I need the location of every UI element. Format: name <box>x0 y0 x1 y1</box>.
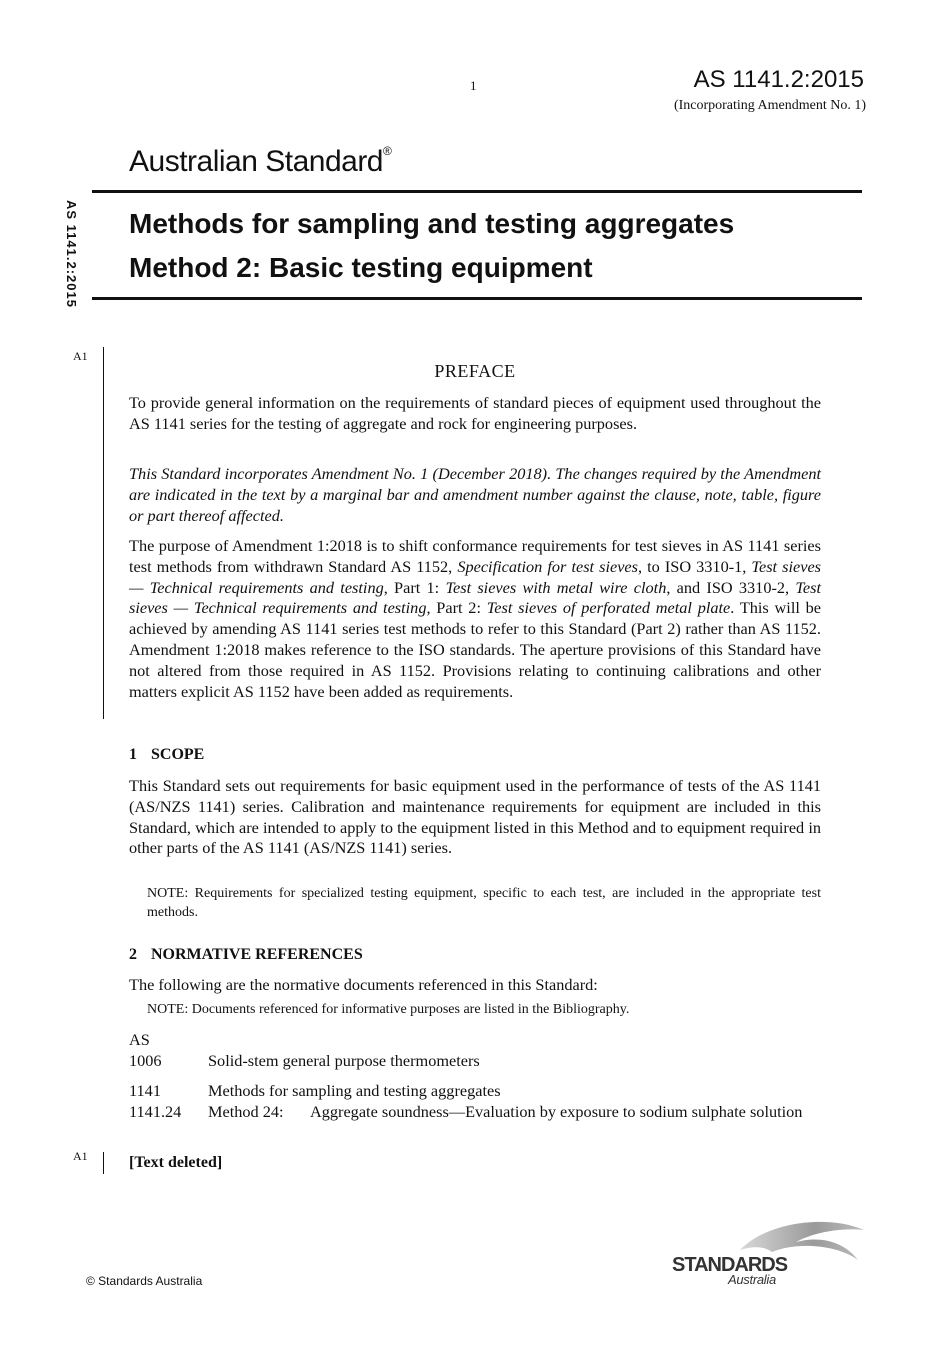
standards-australia-logo <box>668 1216 868 1288</box>
text-run: . This will be achieved by amending AS 1141 series test methods to refer to this Standard (Part 2) rather than AS 1152. Amendment 1:2018 makes reference to the ISO standards. The aperture provisions of this Standard have not altered from those required in AS 1152. Provisions relating to continuing calibrations and other matters explicit AS 1152 have been added as requirements. <box>129 598 821 701</box>
preface-paragraph-2: This Standard incorporates Amendment No. 1 (December 2018). The changes required by the Amendment are indicated in the text by a marginal bar and amendment number against the clause, note, table, figure or part thereof affected. <box>129 464 821 525</box>
text-run: , to ISO 3310-1, <box>638 556 752 576</box>
registered-mark: ® <box>383 144 392 158</box>
standard-label-text: Australian Standard <box>129 145 383 178</box>
italic-run: Specification for test sieves <box>457 556 638 576</box>
amendment-note: (Incorporating Amendment No. 1) <box>673 98 866 113</box>
italic-run: Test sieves — Technical requirements and testing <box>129 556 822 597</box>
preface-paragraph-1: To provide general information on the requirements of standard pieces of equipment used throughout the AS 1141 series for the testing of aggregate and rock for engineering purposes. <box>129 393 821 433</box>
amendment-marker: A1 <box>73 1149 88 1163</box>
title-rule-top <box>92 190 862 193</box>
section-title: NORMATIVE REFERENCES <box>151 946 363 963</box>
reference-code: 1141.24 <box>129 1102 182 1121</box>
scope-note: NOTE: Requirements for specialized testing equipment, specific to each test, are included in the appropriate test methods. <box>147 886 821 920</box>
section-title: SCOPE <box>151 746 205 763</box>
document-title-line1: Methods for sampling and testing aggregates <box>129 208 735 239</box>
normative-intro: The following are the normative documents referenced in this Standard: <box>129 975 598 994</box>
section-1-heading <box>129 746 204 764</box>
preface-paragraph-3 <box>129 536 821 702</box>
preface-heading: PREFACE <box>434 361 516 381</box>
title-rule-bottom <box>92 297 862 300</box>
document-code: AS 1141.2:2015 <box>693 66 864 93</box>
reference-code: 1006 <box>129 1051 162 1070</box>
section-number: 2 <box>129 946 137 963</box>
reference-title: Aggregate soundness—Evaluation by exposure to sodium sulphate solution <box>310 1102 803 1121</box>
scope-paragraph: This Standard sets out requirements for basic equipment used in the performance of tests of the AS 1141 (AS/NZS 1141) series. Calibration and maintenance requirements for equipment are included in this Standard, which are intended to apply to the equipment listed in this Method and to equipment required in other parts of the AS 1141 (AS/NZS 1141) series. <box>129 776 821 858</box>
section-number: 1 <box>129 746 137 763</box>
copyright-notice: © Standards Australia <box>86 1274 203 1288</box>
section-2-heading <box>129 946 363 964</box>
text-run: The purpose of Amendment 1:2018 is to shift conformance requirements for test sieves in AS 1141 series test methods from withdrawn Standard AS 1152, <box>129 536 821 576</box>
italic-run: Test sieves of perforated metal plate <box>486 598 731 618</box>
standard-label <box>129 144 391 179</box>
text-run: , Part 1: <box>383 577 446 597</box>
reference-row <box>129 1081 821 1102</box>
text-run: , and ISO 3310-2, <box>666 577 796 597</box>
amendment-marker: A1 <box>73 349 88 363</box>
text-run: , Part 2: <box>426 598 487 618</box>
reference-group-label: AS <box>129 1030 150 1049</box>
italic-run: Test sieves with metal wire cloth <box>445 577 667 597</box>
normative-note: NOTE: Documents referenced for informative purposes are listed in the Bibliography. <box>147 1002 630 1017</box>
logo-wordmark: STANDARDS <box>672 1254 788 1276</box>
text-deleted-label: [Text deleted] <box>129 1154 223 1171</box>
reference-method: Method 24: <box>208 1102 284 1121</box>
reference-row <box>129 1102 821 1144</box>
reference-title: Methods for sampling and testing aggregates <box>208 1081 501 1100</box>
reference-title: Solid-stem general purpose thermometers <box>208 1051 480 1070</box>
page-number: 1 <box>470 78 477 93</box>
spine-label: AS 1141.2:2015 <box>64 200 79 308</box>
logo-subtext: Australia <box>728 1272 776 1287</box>
italic-run: Test sieves — Technical requirements and testing <box>129 577 822 618</box>
amendment-bar <box>103 1152 104 1174</box>
reference-row <box>129 1051 821 1072</box>
reference-code: 1141 <box>129 1081 161 1100</box>
amendment-bar <box>103 347 104 719</box>
document-title-line2: Method 2: Basic testing equipment <box>129 252 593 283</box>
